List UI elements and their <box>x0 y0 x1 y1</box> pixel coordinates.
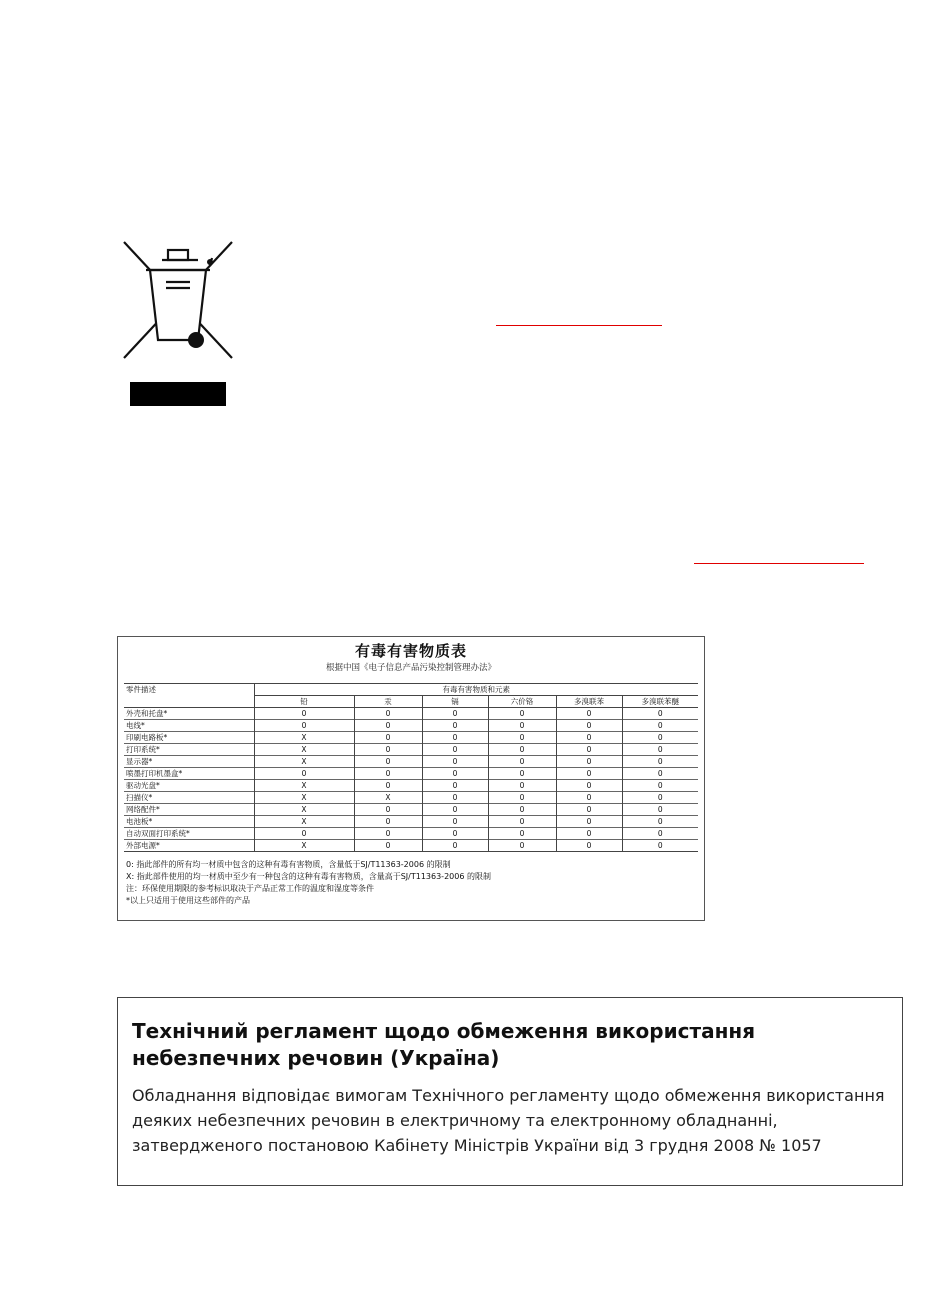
part-name-cell: 电池板* <box>124 816 254 828</box>
part-name-cell: 打印系统* <box>124 744 254 756</box>
value-cell: X <box>254 732 354 744</box>
value-cell: 0 <box>422 744 488 756</box>
part-name-cell: 外部电源* <box>124 840 254 852</box>
value-cell: 0 <box>422 828 488 840</box>
value-cell: X <box>254 780 354 792</box>
value-cell: X <box>254 744 354 756</box>
column-header: 六价铬 <box>488 696 556 708</box>
part-name-cell: 驱动光盘* <box>124 780 254 792</box>
value-cell: 0 <box>488 840 556 852</box>
note-line: 注：环保使用期限的参考标识取决于产品正常工作的温度和湿度等条件 <box>126 884 374 893</box>
table-row <box>124 720 698 732</box>
value-cell: 0 <box>354 780 422 792</box>
value-cell: 0 <box>556 840 622 852</box>
value-cell: 0 <box>556 780 622 792</box>
value-cell: 0 <box>556 768 622 780</box>
value-cell: 0 <box>488 828 556 840</box>
hazard-table <box>124 683 698 852</box>
value-cell: 0 <box>622 828 698 840</box>
value-cell: 0 <box>422 732 488 744</box>
table-row <box>124 828 698 840</box>
value-cell: 0 <box>422 792 488 804</box>
value-cell: 0 <box>556 720 622 732</box>
value-cell: X <box>254 816 354 828</box>
table-row <box>124 708 698 720</box>
value-cell: X <box>254 840 354 852</box>
column-header: 汞 <box>354 696 422 708</box>
value-cell: 0 <box>488 756 556 768</box>
value-cell: 0 <box>354 744 422 756</box>
value-cell: 0 <box>488 780 556 792</box>
notice-title: Технічний регламент щодо обмеження використання небезпечних речовин (Україна) <box>132 1019 756 1070</box>
value-cell: 0 <box>488 744 556 756</box>
value-cell: 0 <box>622 792 698 804</box>
value-cell: 0 <box>254 828 354 840</box>
value-cell: 0 <box>488 720 556 732</box>
table-row <box>124 804 698 816</box>
value-cell: 0 <box>254 720 354 732</box>
table-row <box>124 792 698 804</box>
value-cell: 0 <box>354 816 422 828</box>
hyperlink-underline[interactable] <box>496 325 662 326</box>
value-cell: 0 <box>556 732 622 744</box>
value-cell: 0 <box>422 720 488 732</box>
table-row <box>124 756 698 768</box>
value-cell: 0 <box>422 756 488 768</box>
value-cell: 0 <box>488 732 556 744</box>
value-cell: 0 <box>556 792 622 804</box>
value-cell: 0 <box>556 828 622 840</box>
part-header: 零件描述 <box>124 684 254 708</box>
value-cell: X <box>354 792 422 804</box>
value-cell: 0 <box>622 816 698 828</box>
value-cell: 0 <box>254 708 354 720</box>
value-cell: 0 <box>354 804 422 816</box>
value-cell: 0 <box>422 768 488 780</box>
value-cell: 0 <box>422 840 488 852</box>
notice-body: Обладнання відповідає вимогам Технічного регламенту щодо обмеження використання деяких небезпечних речовин в електричному та електронному обладнанні, затвердженого постановою Кабінету Міністрів України від 3 грудня 2008 № 1057 <box>132 1086 885 1155</box>
value-cell: 0 <box>622 732 698 744</box>
note-line: *以上只适用于使用这些部件的产品 <box>126 896 250 905</box>
value-cell: 0 <box>556 708 622 720</box>
table-row <box>124 744 698 756</box>
table-notes <box>126 859 491 907</box>
weee-date-bar <box>130 382 226 406</box>
value-cell: 0 <box>254 768 354 780</box>
table-title: 有毒有害物质表 <box>354 642 467 660</box>
value-cell: 0 <box>556 816 622 828</box>
value-cell: 0 <box>354 828 422 840</box>
value-cell: 0 <box>422 708 488 720</box>
value-cell: 0 <box>622 708 698 720</box>
value-cell: 0 <box>354 840 422 852</box>
column-header: 多溴联苯醚 <box>622 696 698 708</box>
value-cell: 0 <box>622 756 698 768</box>
part-name-cell: 自动双面打印系统* <box>124 828 254 840</box>
value-cell: 0 <box>354 732 422 744</box>
value-cell: 0 <box>354 708 422 720</box>
value-cell: 0 <box>556 756 622 768</box>
column-header: 镉 <box>422 696 488 708</box>
part-name-cell: 外壳和托盘* <box>124 708 254 720</box>
value-cell: 0 <box>422 816 488 828</box>
value-cell: 0 <box>354 756 422 768</box>
ukraine-notice-box <box>117 997 903 1186</box>
value-cell: 0 <box>488 804 556 816</box>
value-cell: 0 <box>488 708 556 720</box>
value-cell: 0 <box>622 780 698 792</box>
value-cell: X <box>254 756 354 768</box>
column-header: 多溴联苯 <box>556 696 622 708</box>
value-cell: 0 <box>354 768 422 780</box>
part-name-cell: 扫描仪* <box>124 792 254 804</box>
value-cell: 0 <box>556 804 622 816</box>
value-cell: 0 <box>622 804 698 816</box>
hyperlink-underline[interactable] <box>694 563 864 564</box>
value-cell: 0 <box>354 720 422 732</box>
value-cell: 0 <box>488 792 556 804</box>
weee-crossed-bin-icon <box>122 240 234 362</box>
value-cell: 0 <box>556 744 622 756</box>
table-row <box>124 732 698 744</box>
value-cell: 0 <box>488 768 556 780</box>
part-name-cell: 电线* <box>124 720 254 732</box>
hazardous-substance-table-box <box>117 636 705 921</box>
table-row <box>124 768 698 780</box>
table-row <box>124 816 698 828</box>
value-cell: X <box>254 804 354 816</box>
value-cell: X <box>254 792 354 804</box>
value-cell: 0 <box>622 768 698 780</box>
column-header: 铅 <box>254 696 354 708</box>
value-cell: 0 <box>422 804 488 816</box>
value-cell: 0 <box>422 780 488 792</box>
part-name-cell: 印刷电路板* <box>124 732 254 744</box>
group-header: 有毒有害物质和元素 <box>254 684 698 696</box>
part-name-cell: 网络配件* <box>124 804 254 816</box>
table-subtitle: 根据中国《电子信息产品污染控制管理办法》 <box>325 663 496 673</box>
value-cell: 0 <box>622 720 698 732</box>
table-row <box>124 780 698 792</box>
note-line: 0: 指此部件的所有均一材质中包含的这种有毒有害物质，含量低于SJ/T11363-2006 的限制 <box>126 860 451 869</box>
part-name-cell: 喷墨打印机墨盒* <box>124 768 254 780</box>
value-cell: 0 <box>622 744 698 756</box>
note-line: X: 指此部件使用的均一材质中至少有一种包含的这种有毒有害物质，含量高于SJ/T11363-2006 的限制 <box>126 872 491 881</box>
value-cell: 0 <box>622 840 698 852</box>
table-row <box>124 840 698 852</box>
value-cell: 0 <box>488 816 556 828</box>
part-name-cell: 显示器* <box>124 756 254 768</box>
